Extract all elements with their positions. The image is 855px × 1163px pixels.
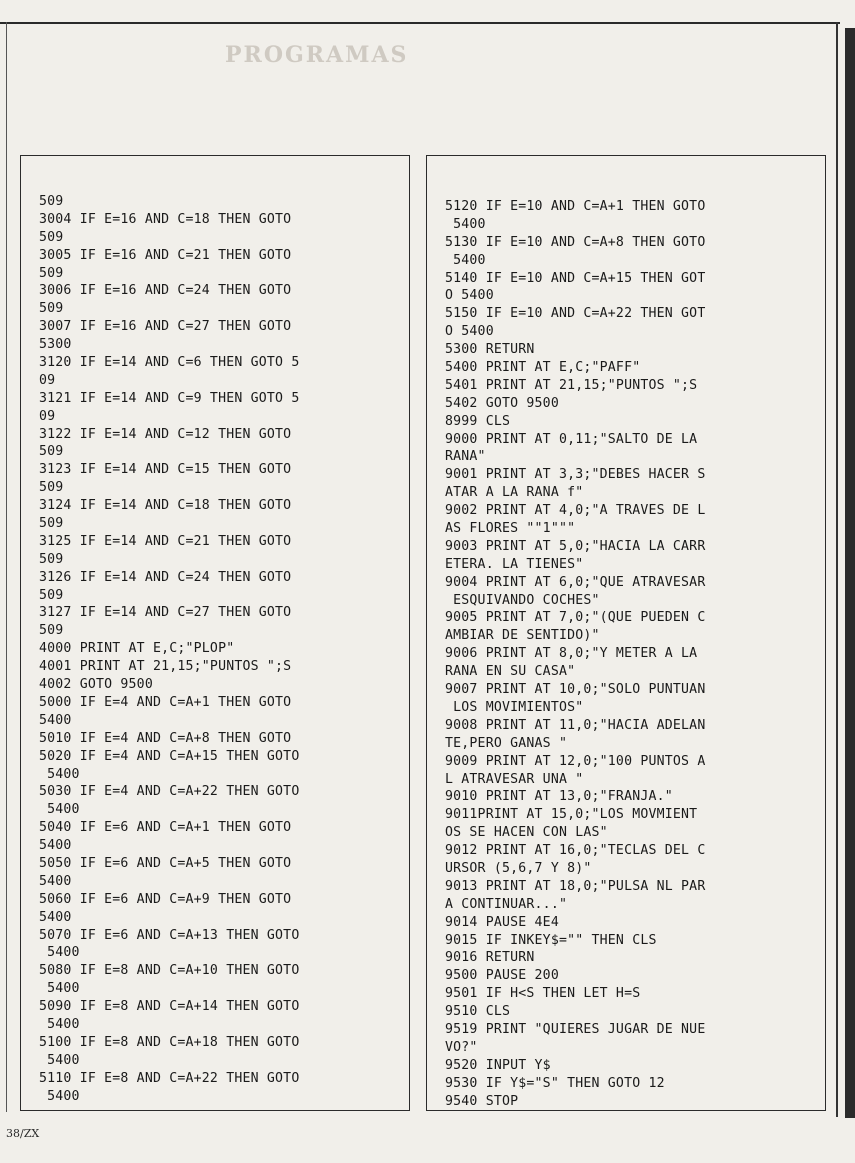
code-line: 509	[39, 516, 64, 532]
code-line: 9005 PRINT AT 7,0;"(QUE PUEDEN C	[445, 610, 706, 626]
page-number: 38/ZX	[6, 1127, 40, 1140]
code-line: 9007 PRINT AT 10,0;"SOLO PUNTUAN	[445, 682, 706, 698]
code-line: 9520 INPUT Y$	[445, 1057, 551, 1073]
code-line: 9003 PRINT AT 5,0;"HACIA LA CARR	[445, 538, 706, 554]
code-line: 9540 STOP	[445, 1093, 519, 1109]
code-line: O 5400	[445, 288, 494, 304]
code-line: 9011PRINT AT 15,0;"LOS MOVMIENT	[445, 807, 698, 823]
code-line: 5400	[39, 1016, 80, 1032]
code-line: 3124 IF E=14 AND C=18 THEN GOTO	[39, 498, 292, 514]
code-line: 3126 IF E=14 AND C=24 THEN GOTO	[39, 569, 292, 585]
code-line: 3125 IF E=14 AND C=21 THEN GOTO	[39, 533, 292, 549]
right-margin-rule	[836, 22, 838, 1117]
code-line: 3005 IF E=16 AND C=21 THEN GOTO	[39, 247, 292, 263]
code-line: 5400	[39, 873, 72, 889]
code-line: 3004 IF E=16 AND C=18 THEN GOTO	[39, 211, 292, 227]
code-line: 9014 PAUSE 4E4	[445, 914, 559, 930]
code-line: 3006 IF E=16 AND C=24 THEN GOTO	[39, 283, 292, 299]
code-line: 09	[39, 408, 56, 424]
code-line: 5050 IF E=6 AND C=A+5 THEN GOTO	[39, 855, 292, 871]
code-line: 509	[39, 587, 64, 603]
code-line: 5400	[39, 945, 80, 961]
code-line: 509	[39, 623, 64, 639]
code-line: 5400 PRINT AT E,C;"PAFF"	[445, 360, 641, 376]
bleed-through-heading: PROGRAMAS	[225, 42, 409, 68]
code-line: 8999 CLS	[445, 413, 511, 429]
code-line: 5090 IF E=8 AND C=A+14 THEN GOTO	[39, 999, 300, 1015]
code-line: 5110 IF E=8 AND C=A+22 THEN GOTO	[39, 1070, 300, 1086]
code-line: 5400	[39, 1052, 80, 1068]
code-line: 5300	[39, 337, 72, 353]
code-line: 5060 IF E=6 AND C=A+9 THEN GOTO	[39, 891, 292, 907]
code-line: 5150 IF E=10 AND C=A+22 THEN GOT	[445, 306, 706, 322]
code-line: 5400	[39, 981, 80, 997]
code-line: 9010 PRINT AT 13,0;"FRANJA."	[445, 789, 673, 805]
code-line: 509	[39, 265, 64, 281]
code-line: 509	[39, 551, 64, 567]
code-line: 5140 IF E=10 AND C=A+15 THEN GOT	[445, 270, 706, 286]
code-line: 5400	[39, 712, 72, 728]
code-line: 4002 GOTO 9500	[39, 677, 153, 693]
code-line: 3120 IF E=14 AND C=6 THEN GOTO 5	[39, 355, 300, 371]
code-line: 9002 PRINT AT 4,0;"A TRAVES DE L	[445, 503, 706, 519]
code-line: ATAR A LA RANA f"	[445, 485, 584, 501]
listing-column-left	[20, 155, 410, 1111]
code-line: RANA"	[445, 449, 486, 465]
code-line: 9015 IF INKEY$="" THEN CLS	[445, 932, 657, 948]
code-line: AMBIAR DE SENTIDO)"	[445, 628, 600, 644]
code-listing-left	[39, 193, 403, 1105]
code-line: 5400	[39, 838, 72, 854]
code-line: 509	[39, 480, 64, 496]
code-line: 9001 PRINT AT 3,3;"DEBES HACER S	[445, 467, 706, 483]
code-line: O 5400	[445, 324, 494, 340]
code-line: 9004 PRINT AT 6,0;"QUE ATRAVESAR	[445, 574, 706, 590]
code-line: ETERA. LA TIENES"	[445, 556, 584, 572]
code-line: 5400	[39, 766, 80, 782]
code-line: 3122 IF E=14 AND C=12 THEN GOTO	[39, 426, 292, 442]
code-line: 09	[39, 372, 56, 388]
code-line: OS SE HACEN CON LAS"	[445, 825, 608, 841]
code-line: AS FLORES ""1"""	[445, 521, 576, 537]
code-line: 9008 PRINT AT 11,0;"HACIA ADELAN	[445, 717, 706, 733]
code-line: A CONTINUAR..."	[445, 896, 568, 912]
code-line: 3121 IF E=14 AND C=9 THEN GOTO 5	[39, 390, 300, 406]
code-line: ESQUIVANDO COCHES"	[445, 592, 600, 608]
code-line: 5070 IF E=6 AND C=A+13 THEN GOTO	[39, 927, 300, 943]
code-line: 5010 IF E=4 AND C=A+8 THEN GOTO	[39, 730, 292, 746]
code-line: 5030 IF E=4 AND C=A+22 THEN GOTO	[39, 784, 300, 800]
code-line: VO?"	[445, 1039, 478, 1055]
code-line: 9009 PRINT AT 12,0;"100 PUNTOS A	[445, 753, 706, 769]
left-margin-rule	[6, 22, 7, 1112]
code-line: 5100 IF E=8 AND C=A+18 THEN GOTO	[39, 1034, 300, 1050]
code-line: 509	[39, 229, 64, 245]
code-line: TE,PERO GANAS "	[445, 735, 568, 751]
code-line: 4000 PRINT AT E,C;"PLOP"	[39, 641, 235, 657]
code-line: 509	[39, 301, 64, 317]
code-line: 3127 IF E=14 AND C=27 THEN GOTO	[39, 605, 292, 621]
code-line: 9510 CLS	[445, 1004, 511, 1020]
code-line: 9530 IF Y$="S" THEN GOTO 12	[445, 1075, 665, 1091]
code-line: 5402 GOTO 9500	[445, 395, 559, 411]
code-line: RANA EN SU CASA"	[445, 664, 576, 680]
code-line: 5400	[445, 252, 486, 268]
code-line: 509	[39, 444, 64, 460]
code-line: 9500 PAUSE 200	[445, 968, 559, 984]
code-line: 9016 RETURN	[445, 950, 535, 966]
code-line: 5130 IF E=10 AND C=A+8 THEN GOTO	[445, 234, 706, 250]
top-rule	[0, 22, 840, 24]
code-line: 509	[39, 194, 64, 209]
code-line: 5401 PRINT AT 21,15;"PUNTOS ";S	[445, 377, 698, 393]
code-listing-right	[445, 198, 819, 1110]
code-line: LOS MOVIMIENTOS"	[445, 699, 584, 715]
page-edge-shadow	[845, 28, 855, 1118]
code-line: 5400	[39, 802, 80, 818]
code-line: 5120 IF E=10 AND C=A+1 THEN GOTO	[445, 199, 706, 214]
code-line: 5000 IF E=4 AND C=A+1 THEN GOTO	[39, 694, 292, 710]
code-line: 5400	[39, 909, 72, 925]
code-line: 3123 IF E=14 AND C=15 THEN GOTO	[39, 462, 292, 478]
code-line: 5080 IF E=8 AND C=A+10 THEN GOTO	[39, 963, 300, 979]
code-line: 9519 PRINT "QUIERES JUGAR DE NUE	[445, 1021, 706, 1037]
code-line: 3007 IF E=16 AND C=27 THEN GOTO	[39, 319, 292, 335]
code-line: 9501 IF H<S THEN LET H=S	[445, 986, 641, 1002]
code-line: 5400	[445, 216, 486, 232]
code-line: 5040 IF E=6 AND C=A+1 THEN GOTO	[39, 820, 292, 836]
code-line: 5300 RETURN	[445, 342, 535, 358]
code-line: 9006 PRINT AT 8,0;"Y METER A LA	[445, 646, 698, 662]
code-line: L ATRAVESAR UNA "	[445, 771, 584, 787]
code-line: 5020 IF E=4 AND C=A+15 THEN GOTO	[39, 748, 300, 764]
code-line: 9013 PRINT AT 18,0;"PULSA NL PAR	[445, 878, 706, 894]
listing-column-right	[426, 155, 826, 1111]
code-line: 4001 PRINT AT 21,15;"PUNTOS ";S	[39, 659, 292, 675]
code-line: 9012 PRINT AT 16,0;"TECLAS DEL C	[445, 843, 706, 859]
code-line: 5400	[39, 1088, 80, 1104]
code-line: URSOR (5,6,7 Y 8)"	[445, 860, 592, 876]
code-line: 9000 PRINT AT 0,11;"SALTO DE LA	[445, 431, 698, 447]
